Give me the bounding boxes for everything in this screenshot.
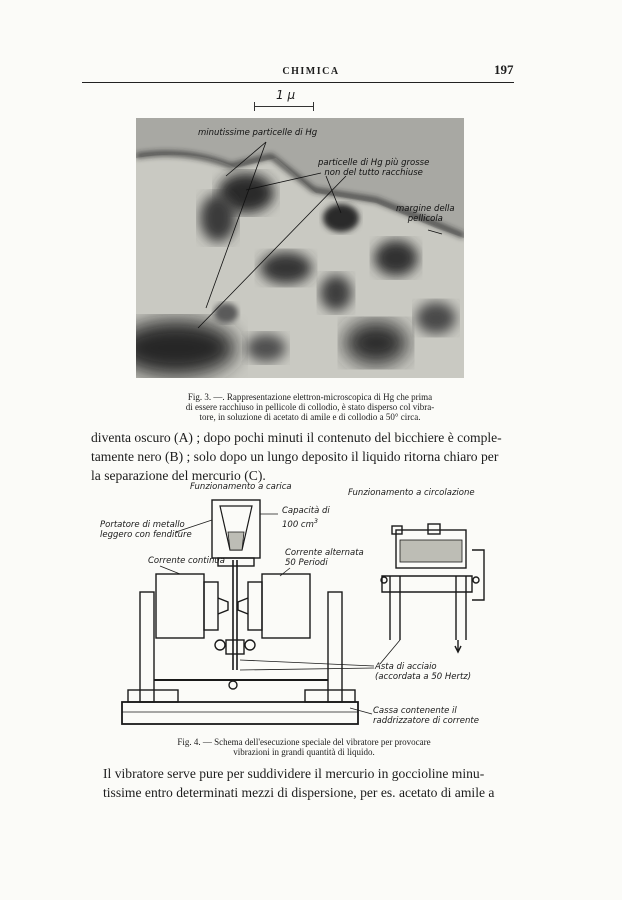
electron-micrograph — [136, 118, 464, 378]
figure4-caption — [94, 737, 514, 757]
scale-label: 1 μ — [276, 88, 296, 102]
paragraph-2-line2: tissime entro determinati mezzi di dispersione, per es. acetato di amile a — [103, 785, 495, 800]
paragraph-1-line1: diventa oscuro (A) ; dopo pochi minuti il contenuto del bicchiere è comple- — [91, 430, 502, 445]
label-rectifier-box — [373, 706, 479, 726]
left-column — [140, 592, 154, 702]
label-steel-rod-line1: Asta di acciaio — [375, 662, 437, 672]
pole-right — [238, 598, 248, 614]
scale-tick-left — [254, 102, 255, 111]
label-direct-current: Corrente continua — [148, 556, 225, 566]
label-rectifier-box-line2: raddrizzatore di corrente — [373, 716, 479, 726]
base-box — [122, 702, 358, 724]
label-larger-particles-line2: non del tutto racchiuse — [324, 168, 423, 178]
scale-bar — [254, 88, 314, 114]
paragraph-2-line1: Il vibratore serve pure per suddividere il mercurio in goccioline minu- — [103, 766, 485, 781]
paragraph-1-line3: la separazione del mercurio (C). — [91, 468, 266, 483]
header-rule — [82, 82, 514, 83]
label-alternating-current-line2: 50 Periodi — [285, 558, 328, 568]
label-larger-particles — [318, 158, 429, 178]
label-metal-holder-line2: leggero con fenditure — [100, 530, 192, 540]
paragraph-2 — [91, 764, 512, 802]
label-alternating-current — [285, 548, 364, 568]
label-batch-operation: Funzionamento a carica — [190, 482, 292, 492]
figure4-caption-line2: vibrazioni in grandi quantità di liquido. — [233, 747, 375, 757]
label-film-edge — [396, 204, 455, 224]
figure3-caption-line2: di essere racchiuso in pellicole di collodio, è stato disperso col vibra- — [185, 402, 435, 412]
coil-left-cap — [204, 582, 218, 630]
label-alternating-current-line1: Corrente alternata — [285, 548, 364, 558]
label-metal-holder — [100, 520, 192, 540]
pole-left — [218, 598, 228, 614]
label-capacity — [282, 506, 330, 530]
coil-left — [156, 574, 204, 638]
label-minute-particles: minutissime particelle di Hg — [198, 128, 318, 138]
label-larger-particles-line1: particelle di Hg più grosse — [318, 158, 430, 168]
label-circulation-operation: Funzionamento a circolazione — [348, 488, 475, 498]
paragraph-1 — [91, 428, 512, 485]
scale-line — [254, 106, 314, 107]
label-steel-rod — [375, 662, 471, 682]
vibrator-diagram — [100, 480, 520, 738]
label-capacity-exp: 3 — [313, 517, 319, 525]
page-number: 197 — [494, 62, 514, 77]
figure3-caption — [136, 392, 484, 422]
label-capacity-line1: Capacità di — [282, 506, 330, 516]
coil-right-cap — [248, 582, 262, 630]
figure3-caption-line1: Fig. 3. —. Rappresentazione elettron-microscopica di Hg che prima — [187, 392, 433, 402]
rod-clamp — [226, 640, 244, 654]
scale-tick-right — [313, 102, 314, 111]
label-steel-rod-line2: (accordata a 50 Hertz) — [375, 672, 472, 682]
figure3-caption-line3: tore, in soluzione di acetato di amile e di collodio a 50° circa. — [199, 412, 421, 422]
paragraph-1-line2: tamente nero (B) ; solo dopo un lungo deposito il liquido ritorna chiaro per — [91, 449, 499, 464]
coil-right — [262, 574, 310, 638]
micrograph-image — [136, 118, 464, 378]
label-capacity-value: 100 cm — [282, 519, 314, 530]
label-film-edge-line1: margine della — [396, 204, 455, 214]
label-capacity-line2 — [282, 516, 330, 530]
right-column — [328, 592, 342, 702]
label-metal-holder-line1: Portatore di metallo — [100, 520, 185, 530]
label-rectifier-box-line1: Cassa contenente il — [373, 706, 457, 716]
running-header: CHIMICA — [282, 66, 340, 77]
label-film-edge-line2: pellicola — [407, 214, 443, 224]
figure4-caption-line1: Fig. 4. — Schema dell'esecuzione speciale del vibratore per provocare — [177, 737, 431, 747]
